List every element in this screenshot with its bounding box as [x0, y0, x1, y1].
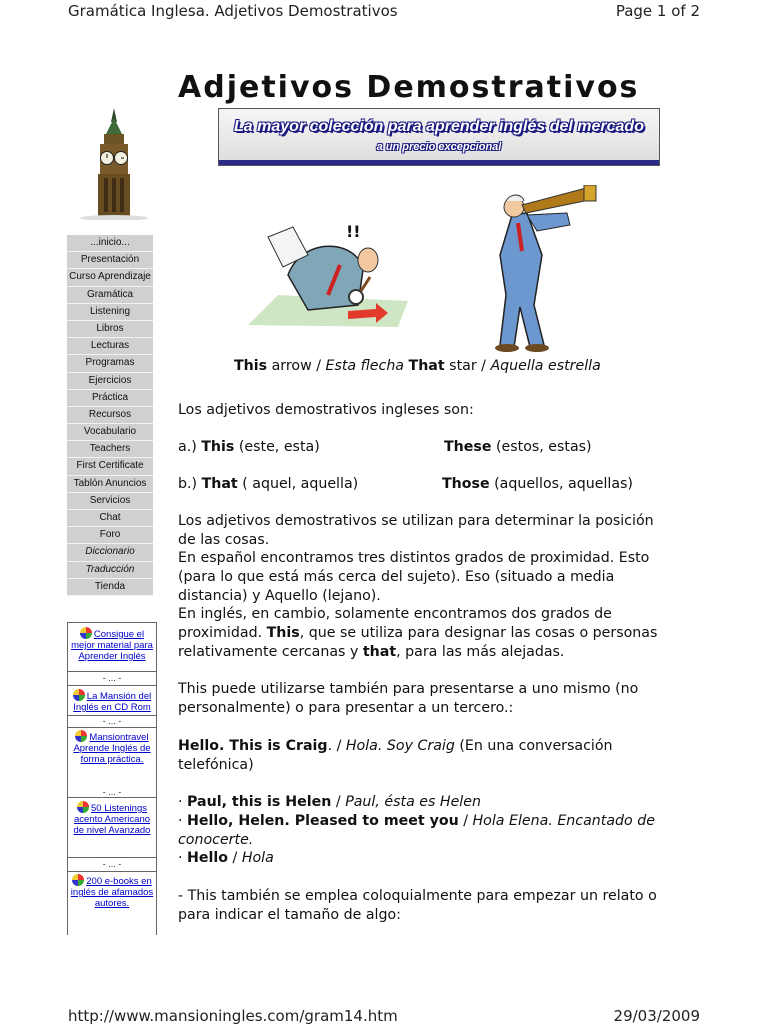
- nav-item-tablon-anuncios[interactable]: Tablón Anuncios: [67, 476, 153, 493]
- divider: [68, 871, 156, 872]
- item-a-plural: [444, 438, 592, 457]
- page-title: Adjetivos Demostrativos: [178, 70, 640, 105]
- cd-icon: [75, 730, 87, 742]
- divider: [68, 857, 156, 858]
- text-span: , para las más alejadas.: [396, 644, 565, 660]
- example-line: [178, 737, 613, 756]
- sidebar-ads: [67, 622, 157, 935]
- cd-icon: [72, 874, 84, 886]
- paragraph-line: - This también se emplea coloquialmente para empezar un relato o: [178, 888, 657, 904]
- example-english: Hello: [187, 850, 229, 866]
- paragraph-line: (para lo que está más cerca del sujeto). Eso (situado a media: [178, 569, 615, 585]
- example-line: [178, 849, 274, 868]
- divider: [68, 671, 156, 672]
- svg-text:!!: !!: [346, 222, 361, 241]
- nav-item-tienda[interactable]: Tienda: [67, 579, 153, 596]
- caption-arrow: arrow /: [267, 358, 326, 374]
- bullet: ·: [178, 850, 188, 866]
- nav-item-inicio[interactable]: ...inicio...: [67, 235, 153, 252]
- example-spanish: Hola. Soy Craig: [345, 738, 455, 754]
- paragraph-line: [178, 643, 564, 662]
- text-span: /: [458, 813, 473, 829]
- item-b-those: Those: [442, 476, 490, 492]
- nav-item-diccionario[interactable]: Diccionario: [67, 544, 153, 561]
- page-header-title: Gramática Inglesa. Adjetivos Demostrativos: [68, 2, 398, 20]
- divider: [68, 797, 156, 798]
- nav-item-programas[interactable]: Programas: [67, 355, 153, 372]
- nav-item-first-certificate[interactable]: First Certificate: [67, 458, 153, 475]
- ad-link-listenings-label: 50 Listenings acento Americano de nivel Avanzado: [73, 803, 151, 836]
- divider: [68, 685, 156, 686]
- example-spanish: Hola Elena. Encantado de: [472, 813, 655, 829]
- nav-item-recursos[interactable]: Recursos: [67, 407, 153, 424]
- text-bold: that: [362, 644, 397, 660]
- nav-item-curso-aprendizaje[interactable]: Curso Aprendizaje: [67, 269, 153, 286]
- nav-item-traduccion[interactable]: Traducción: [67, 562, 153, 579]
- nav-item-vocabulario[interactable]: Vocabulario: [67, 424, 153, 441]
- cd-icon: [73, 689, 85, 701]
- paragraph-line: para indicar el tamaño de algo:: [178, 907, 401, 923]
- ad-link-listenings[interactable]: [70, 801, 154, 836]
- example-spanish: Hola: [241, 850, 274, 866]
- nav-item-lecturas[interactable]: Lecturas: [67, 338, 153, 355]
- separator-dots: - ... -: [102, 716, 122, 726]
- text-span: relativamente cercanas y: [178, 644, 363, 660]
- text-span: /: [331, 794, 346, 810]
- nav-item-ejercicios[interactable]: Ejercicios: [67, 373, 153, 390]
- caption-that: That: [408, 358, 445, 374]
- item-a-this-translation: (este, esta): [234, 439, 320, 455]
- item-a-prefix: a.): [178, 439, 202, 455]
- item-b: [178, 475, 358, 494]
- big-ben-image: [78, 108, 150, 220]
- caption-star: star /: [444, 358, 491, 374]
- example-english: Hello. This is Craig: [178, 738, 328, 754]
- separator-dots: - ... -: [102, 787, 122, 797]
- example-spanish: conocerte.: [178, 832, 254, 848]
- item-a: [178, 438, 320, 457]
- example-line: [178, 793, 481, 812]
- item-b-that: That: [201, 476, 238, 492]
- banner-subline: a un precio excepcional: [376, 141, 502, 153]
- telescope-man-illustration: [472, 185, 602, 355]
- nav-item-practica[interactable]: Práctica: [67, 390, 153, 407]
- caption-aquella-estrella: Aquella estrella: [490, 358, 601, 374]
- item-b-prefix: b.): [178, 476, 202, 492]
- text-span: /: [228, 850, 242, 866]
- banner-headline: La mayor colección para aprender inglés del mercado: [234, 118, 644, 135]
- ad-link-cd-rom[interactable]: [70, 689, 154, 713]
- item-b-that-translation: ( aquel, aquella): [237, 476, 359, 492]
- ad-link-material-label: Consigue el mejor material para Aprender Inglés: [71, 629, 153, 662]
- bullet: ·: [178, 794, 188, 810]
- ad-link-ebooks[interactable]: [70, 874, 154, 909]
- separator-dots: - ... -: [102, 673, 122, 683]
- sidebar-nav: [67, 235, 153, 596]
- nav-item-servicios[interactable]: Servicios: [67, 493, 153, 510]
- divider: [68, 727, 156, 728]
- banner-stripe: [219, 160, 659, 165]
- example-english: Paul, this is Helen: [187, 794, 332, 810]
- nav-item-listening[interactable]: Listening: [67, 304, 153, 321]
- promo-banner[interactable]: [218, 108, 660, 166]
- example-line: [178, 812, 655, 831]
- item-a-these: These: [444, 439, 492, 455]
- ad-link-cd-rom-label: La Mansión del Inglés en CD Rom: [73, 691, 152, 713]
- item-a-this: This: [201, 439, 235, 455]
- nav-item-gramatica[interactable]: Gramática: [67, 287, 153, 304]
- footer-date: 29/03/2009: [613, 1007, 700, 1025]
- cd-icon: [80, 627, 92, 639]
- nav-item-foro[interactable]: Foro: [67, 527, 153, 544]
- nav-item-chat[interactable]: Chat: [67, 510, 153, 527]
- magnifier-man-illustration: [248, 215, 418, 330]
- ad-link-material[interactable]: [70, 627, 154, 662]
- ad-link-mansiontravel-label: Mansiontravel Aprende Inglés de forma práctica.: [73, 732, 151, 765]
- text-bold: This: [266, 625, 300, 641]
- example-english: Hello, Helen. Pleased to meet you: [187, 813, 459, 829]
- ad-link-mansiontravel[interactable]: [70, 730, 154, 765]
- nav-item-presentacion[interactable]: Presentación: [67, 252, 153, 269]
- nav-item-libros[interactable]: Libros: [67, 321, 153, 338]
- nav-item-teachers[interactable]: Teachers: [67, 441, 153, 458]
- bullet: ·: [178, 813, 188, 829]
- intro-text: Los adjetivos demostrativos ingleses son:: [178, 402, 474, 418]
- item-a-these-translation: (estos, estas): [491, 439, 592, 455]
- page-number: Page 1 of 2: [615, 2, 700, 20]
- footer-url: http://www.mansioningles.com/gram14.htm: [68, 1007, 398, 1025]
- paragraph-line: [178, 624, 657, 643]
- paragraph-line: En inglés, en cambio, solamente encontramos dos grados de: [178, 606, 612, 622]
- item-b-those-translation: (aquellos, aquellas): [489, 476, 633, 492]
- item-b-plural: [442, 475, 633, 494]
- ad-link-ebooks-label: 200 e-books en inglés de afamados autores.: [70, 876, 154, 909]
- paragraph-line: This puede utilizarse también para presentarse a uno mismo (no: [178, 681, 639, 697]
- paragraph-line: personalmente) o para presentar a un tercero.:: [178, 700, 514, 716]
- example-line: telefónica): [178, 757, 254, 773]
- caption-esta-flecha: Esta flecha: [325, 358, 405, 374]
- paragraph-line: En español encontramos tres distintos grados de proximidad. Esto: [178, 550, 650, 566]
- paragraph-line: de las cosas.: [178, 532, 270, 548]
- text-span: proximidad.: [178, 625, 267, 641]
- cd-icon: [77, 801, 89, 813]
- caption-this: This: [234, 358, 268, 374]
- text-span: . /: [327, 738, 346, 754]
- paragraph-line: Los adjetivos demostrativos se utilizan para determinar la posición: [178, 513, 654, 529]
- separator-dots: - ... -: [102, 859, 122, 869]
- text-span: , que se utiliza para designar las cosas o personas: [299, 625, 658, 641]
- example-spanish: Paul, ésta es Helen: [345, 794, 481, 810]
- paragraph-line: distancia) y Aquello (lejano).: [178, 588, 381, 604]
- example-line: [178, 831, 253, 850]
- text-span: (En una conversación: [454, 738, 613, 754]
- illustration-caption: [234, 358, 601, 374]
